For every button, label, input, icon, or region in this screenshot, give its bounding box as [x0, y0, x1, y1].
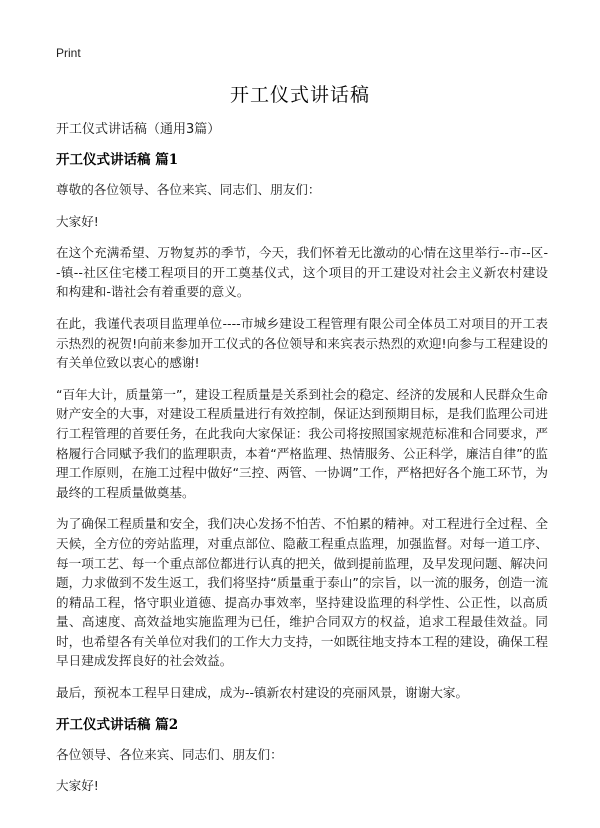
body-paragraph: 为了确保工程质量和安全，我们决心发扬不怕苦、不怕累的精神。对工程进行全过程、全天候，全方位的旁站监理，对重点部位、隐蔽工程重点监理，加强监督。对每一道工序、每一项工艺、每一个重点部位都进行认真的把关，做到提前监理，及早发现问题、解决问题，力求做到不发生返工，我们将坚持“质量重于泰山”的宗旨，以一流的服务，创造一流的精品工程，恪守职业道德、提高办事效率，坚持建设监理的科学性、公正性，以高质量、高速度、高效益地实施监理为已任，维护合同双方的权益，追求工程最佳效益。同时，也希望各有关单位对我们的工作大力支持，一如既往地支持本工程的建设，确保工程早日建成发挥良好的社会效益。 — [56, 516, 548, 669]
section-heading-1: 开工仪式讲话稿 篇1 — [56, 152, 179, 168]
body-paragraph: “百年大计，质量第一”，建设工程质量是关系到社会的稳定、经济的发展和人民群众生命财产安全的大事，对建设工程质量进行有效控制，保证达到预期目标，是我们监理公司进行工程管理的首要任务，在此我向大家保证：我公司将按照国家规范标准和合同要求，严格履行合同赋予我们的监理职责，本着“严格监理、热情服务、公正科学，廉洁自律”的监理工作原则，在施工过程中做好“三控、两管、一协调”工作，严格把好各个施工环节，为最终的工程质量做奠基。 — [56, 386, 548, 500]
document-body — [56, 120, 548, 808]
body-paragraph: 在此，我谨代表项目监理单位----市城乡建设工程管理有限公司全体员工对项目的开工表示热烈的祝贺!向前来参加开工仪式的各位领导和来宾表示热烈的欢迎!向参与工程建设的有关单位致以衷心的感谢! — [56, 315, 548, 371]
document-subtitle: 开工仪式讲话稿（通用3篇） — [56, 122, 221, 137]
section-heading-2: 开工仪式讲话稿 篇2 — [56, 716, 179, 733]
body-paragraph: 在这个充满希望、万物复苏的季节，今天，我们怀着无比激动的心情在这里举行--市--区--镇--社区住宅楼工程项目的开工奠基仪式，这个项目的开工建设对社会主义新农村建设和构建和-谐社会有着重要的意义。 — [56, 245, 548, 300]
body-paragraph: 最后，预祝本工程早日建成，成为--镇新农村建设的亮丽风景，谢谢大家。 — [56, 685, 469, 701]
greeting-paragraph: 尊敬的各位领导、各位来宾、同志们、朋友们： — [56, 182, 321, 197]
hello-paragraph: 大家好! — [56, 778, 99, 794]
print-link[interactable]: Print — [56, 46, 81, 60]
greeting-paragraph: 各位领导、各位来宾、同志们、朋友们： — [56, 746, 283, 762]
page-title: 开工仪式讲话稿 — [229, 84, 370, 106]
hello-paragraph: 大家好! — [56, 213, 99, 229]
